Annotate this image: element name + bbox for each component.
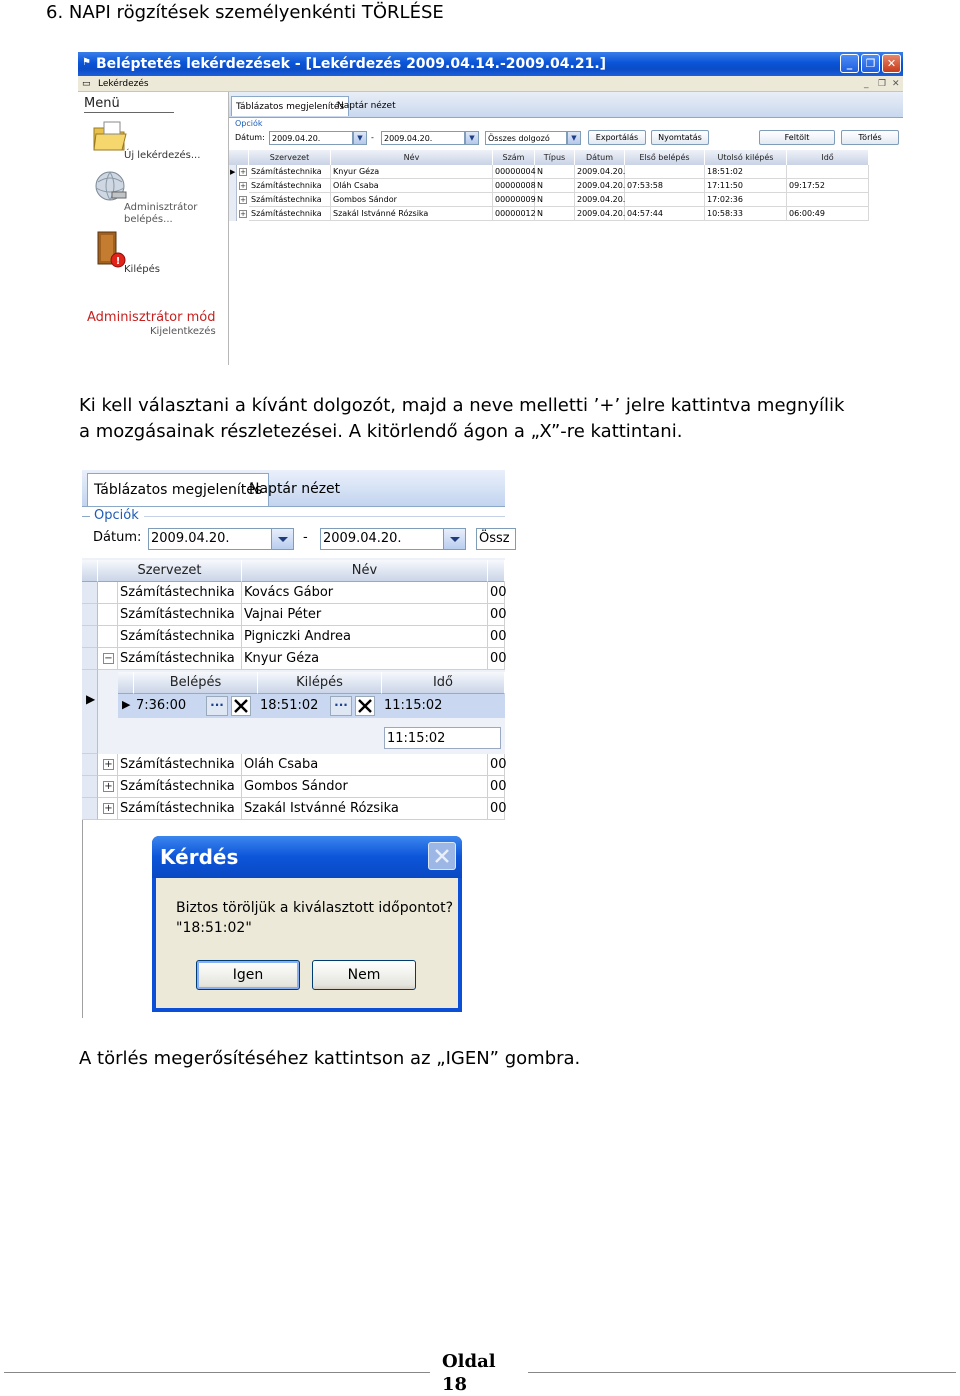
dialog-message-line2: "18:51:02"	[176, 920, 252, 936]
date-label: Dátum:	[93, 530, 142, 545]
sub-col-header-in[interactable]: Belépés	[134, 672, 258, 694]
dialog-title: Kérdés	[152, 836, 462, 878]
date-to-input[interactable]: 2009.04.20.	[381, 131, 465, 145]
cell-org: Számítástechnika	[118, 626, 242, 648]
mdi-close-icon[interactable]: ✕	[892, 79, 900, 89]
col-header-first-in[interactable]: Első belépés	[625, 150, 705, 165]
mdi-minimize-icon[interactable]: _	[864, 79, 869, 89]
col-header-name[interactable]: Név	[242, 560, 488, 582]
entry-time-value: 11:15:02	[384, 698, 443, 713]
cell-first-in: 04:57:44	[625, 207, 705, 221]
entry-in-ellipsis-button[interactable]: ···	[206, 696, 228, 716]
entry-out-ellipsis-button[interactable]: ···	[330, 696, 352, 716]
cell-name: Knyur Géza	[242, 648, 488, 670]
cell-name: Kovács Gábor	[242, 582, 488, 604]
row-selector[interactable]	[229, 179, 237, 193]
cell-name: Oláh Csaba	[242, 754, 488, 776]
expand-icon[interactable]: +	[240, 168, 246, 176]
tab-calendar-view[interactable]: Naptár nézet	[337, 101, 396, 111]
options-label: Opciók	[235, 119, 263, 128]
footer-rule-left	[4, 1372, 430, 1373]
col-header-org[interactable]: Szervezet	[98, 560, 242, 582]
cell-time: 06:00:49	[787, 207, 869, 221]
table-row[interactable]	[82, 754, 505, 776]
table-row-expanded[interactable]	[82, 648, 505, 670]
menu-item-lekerdezes[interactable]: Lekérdezés	[98, 79, 149, 89]
cell-name: Gombos Sándor	[242, 776, 488, 798]
close-button[interactable]: ✕	[882, 54, 901, 73]
cell-name: Gombos Sándor	[331, 193, 493, 207]
cell-org: Számítástechnika	[249, 179, 331, 193]
cell-org: Számítástechnika	[118, 776, 242, 798]
cell-last-out: 10:58:33	[705, 207, 787, 221]
current-row-arrow-icon: ▶	[230, 168, 236, 176]
export-button[interactable]: Exportálás	[588, 130, 646, 145]
col-header-last-out[interactable]: Utolsó kilépés	[705, 150, 787, 165]
detail-subgrid	[82, 670, 505, 754]
window-title: Beléptetés lekérdezések - [Lekérdezés 2009.04.14.-2009.04.21.]	[96, 56, 607, 72]
cell-number: 00	[488, 776, 505, 798]
tabstrip	[229, 92, 903, 118]
app-flag-icon: ⚑	[82, 57, 91, 68]
col-header-type[interactable]: Típus	[535, 150, 575, 165]
cell-date: 2009.04.20.	[575, 165, 625, 179]
date-label: Dátum:	[235, 133, 265, 142]
sub-col-header-out[interactable]: Kilépés	[258, 672, 382, 694]
cell-name: Oláh Csaba	[331, 179, 493, 193]
date-separator: -	[303, 530, 308, 545]
sub-col-header-time[interactable]: Idő	[382, 672, 505, 694]
section-heading: 6. NAPI rögzítések személyenkénti TÖRLÉSE	[46, 2, 444, 23]
entry-in-value[interactable]: 7:36:00	[136, 698, 187, 713]
cell-first-in	[625, 165, 705, 179]
delete-button[interactable]: Törlés	[841, 130, 899, 145]
cell-time	[787, 193, 869, 207]
grid-header-spacer	[229, 150, 249, 165]
cell-number: 00	[488, 604, 505, 626]
cell-first-in	[625, 193, 705, 207]
tab-table-view[interactable]: Táblázatos megjelenítés	[231, 96, 349, 116]
table-row[interactable]	[82, 776, 505, 798]
date-to-value: 2009.04.20.	[323, 531, 402, 546]
svg-text:!: !	[115, 256, 121, 267]
cell-time	[787, 165, 869, 179]
col-header-date[interactable]: Dátum	[575, 150, 625, 165]
cell-date: 2009.04.20.	[575, 179, 625, 193]
col-header-org[interactable]: Szervezet	[249, 150, 331, 165]
col-header-name[interactable]: Név	[331, 150, 493, 165]
date-from-dropdown[interactable]: ▼	[353, 131, 367, 145]
cell-number: 00000009	[493, 193, 535, 207]
globe-key-icon[interactable]	[92, 170, 130, 206]
menubar	[78, 76, 903, 92]
cell-last-out: 17:11:50	[705, 179, 787, 193]
grid-header-spacer	[82, 560, 98, 582]
cell-name: Szakál Istvánné Rózsika	[331, 207, 493, 221]
confirm-dialog	[152, 836, 462, 1012]
table-row[interactable]	[82, 582, 505, 604]
cell-org: Számítástechnika	[118, 582, 242, 604]
detail-row[interactable]	[118, 694, 505, 718]
worker-select[interactable]: Összes dolgozó	[485, 131, 567, 145]
cell-org: Számítástechnika	[118, 798, 242, 820]
instruction-line-2: a mozgásainak részletezései. A kitörlendő ágon a „X”-re kattintani.	[79, 421, 683, 442]
row-selector[interactable]	[82, 582, 98, 604]
expand-icon[interactable]: +	[240, 196, 246, 204]
expand-icon[interactable]: +	[104, 803, 113, 814]
dialog-close-icon[interactable]	[428, 842, 456, 870]
cell-type: N	[535, 165, 575, 179]
footer-rule-right	[528, 1372, 956, 1373]
date-to-dropdown-icon[interactable]	[443, 529, 465, 549]
col-header-number[interactable]	[488, 560, 505, 582]
cell-number: 00	[488, 582, 505, 604]
detail-screenshot	[82, 470, 510, 1018]
expand-icon[interactable]: +	[104, 759, 113, 770]
table-row[interactable]	[82, 798, 505, 820]
date-from-input[interactable]: 2009.04.20.	[269, 131, 353, 145]
cell-number: 00000004	[493, 165, 535, 179]
entry-out-delete-icon[interactable]	[355, 696, 375, 716]
folder-icon[interactable]	[92, 120, 128, 154]
sub-header-spacer	[118, 672, 134, 694]
table-row[interactable]	[229, 165, 869, 179]
exit-link[interactable]: Kilépés	[124, 264, 160, 275]
row-selector[interactable]	[82, 604, 98, 626]
new-query-link[interactable]: Új lekérdezés...	[124, 150, 201, 161]
dialog-body	[156, 878, 458, 1008]
expand-icon[interactable]: +	[240, 210, 246, 218]
main-window-screenshot	[78, 52, 903, 365]
cell-org: Számítástechnika	[249, 165, 331, 179]
date-from-value: 2009.04.20.	[151, 531, 230, 546]
cell-time: 09:17:52	[787, 179, 869, 193]
cell-name: Szakál Istvánné Rózsika	[242, 798, 488, 820]
admin-login-line1: Adminisztrátor	[124, 202, 198, 213]
menu-icon: ▭	[82, 79, 91, 89]
date-to-input[interactable]	[320, 528, 466, 550]
table-row[interactable]	[229, 179, 869, 193]
cell-org: Számítástechnika	[249, 207, 331, 221]
admin-mode-label: Adminisztrátor mód	[87, 310, 216, 325]
row-selector[interactable]	[82, 648, 98, 670]
footer-page-label: Oldal	[442, 1351, 496, 1372]
cell-number: 00000008	[493, 179, 535, 193]
footer-page-number: 18	[442, 1374, 468, 1395]
expand-icon[interactable]: +	[104, 781, 113, 792]
date-to-dropdown[interactable]: ▼	[465, 131, 479, 145]
date-from-dropdown-icon[interactable]	[271, 529, 293, 549]
cell-date: 2009.04.20.	[575, 193, 625, 207]
table-row[interactable]	[82, 604, 505, 626]
tab-table-view[interactable]: Táblázatos megjelenítés	[87, 473, 269, 506]
cell-number: 00	[488, 648, 505, 670]
row-selector[interactable]	[229, 193, 237, 207]
cell-last-out: 18:51:02	[705, 165, 787, 179]
date-from-input[interactable]	[148, 528, 294, 550]
expander-cell	[98, 582, 118, 604]
upload-button[interactable]: Feltölt	[759, 130, 835, 145]
cell-date: 2009.04.20.	[575, 207, 625, 221]
dialog-message	[176, 898, 453, 938]
cell-last-out: 17:02:36	[705, 193, 787, 207]
menu-heading: Menü	[84, 98, 174, 113]
cell-number: 00000012	[493, 207, 535, 221]
dialog-message-line1: Biztos töröljük a kiválasztott időpontot?	[176, 900, 454, 916]
date-separator: -	[371, 133, 374, 142]
cell-name: Pigniczki Andrea	[242, 626, 488, 648]
worker-select[interactable]: Össz	[476, 528, 516, 550]
row-selector[interactable]	[82, 626, 98, 648]
cell-number: 00	[488, 798, 505, 820]
cell-type: N	[535, 193, 575, 207]
entry-out-value[interactable]: 18:51:02	[260, 698, 319, 713]
row-selector[interactable]	[82, 754, 98, 776]
entry-in-delete-icon[interactable]	[231, 696, 251, 716]
options-label: Opciók	[94, 508, 139, 523]
current-row-arrow-icon: ▶	[86, 692, 96, 706]
tab-calendar-view[interactable]: Naptár nézet	[249, 481, 341, 497]
tabstrip	[82, 470, 505, 507]
worker-dropdown[interactable]: ▼	[567, 131, 581, 145]
expand-icon[interactable]: +	[240, 182, 246, 190]
cell-org: Számítástechnika	[118, 604, 242, 626]
instruction-line-1: Ki kell választani a kívánt dolgozót, majd a neve melletti ’+’ jelre kattintva megnyílik	[79, 395, 845, 416]
cell-name: Knyur Géza	[331, 165, 493, 179]
row-selector[interactable]	[82, 776, 98, 798]
expander-cell	[98, 604, 118, 626]
logout-link[interactable]: Kijelentkezés	[150, 326, 216, 337]
cell-org: Számítástechnika	[249, 193, 331, 207]
admin-login-link[interactable]	[124, 202, 197, 226]
collapse-icon[interactable]: −	[104, 653, 113, 664]
yes-button[interactable]: Igen	[196, 960, 300, 990]
minimize-button[interactable]: _	[840, 54, 859, 73]
cell-type: N	[535, 207, 575, 221]
cell-first-in: 07:53:58	[625, 179, 705, 193]
print-button[interactable]: Nyomtatás	[651, 130, 709, 145]
admin-login-line2: belépés...	[124, 214, 173, 225]
detail-row-arrow-icon: ▶	[122, 698, 131, 711]
cell-type: N	[535, 179, 575, 193]
options-divider	[82, 516, 90, 517]
cell-org: Számítástechnika	[118, 648, 242, 670]
window-titlebar	[78, 52, 903, 76]
query-pane	[229, 92, 903, 365]
row-selector[interactable]	[82, 798, 98, 820]
col-header-number[interactable]: Szám	[493, 150, 535, 165]
table-row[interactable]	[82, 626, 505, 648]
col-header-time[interactable]: Idő	[787, 150, 869, 165]
subtotal-cell: 11:15:02	[384, 727, 501, 749]
left-menu-pane	[78, 92, 229, 365]
row-selector[interactable]	[229, 207, 237, 221]
options-divider	[144, 516, 505, 517]
cell-org: Számítástechnika	[118, 754, 242, 776]
cell-number: 00	[488, 754, 505, 776]
table-row[interactable]	[229, 193, 869, 207]
no-button[interactable]: Nem	[312, 960, 416, 990]
mdi-restore-icon[interactable]: ❐	[878, 79, 887, 89]
table-row[interactable]	[229, 207, 869, 221]
cell-name: Vajnai Péter	[242, 604, 488, 626]
cell-number: 00	[488, 626, 505, 648]
maximize-button[interactable]: ❐	[861, 54, 880, 73]
row-selector[interactable]	[82, 670, 98, 754]
expander-cell	[98, 626, 118, 648]
confirm-instruction: A törlés megerősítéséhez kattintson az „IGEN” gombra.	[79, 1048, 581, 1069]
